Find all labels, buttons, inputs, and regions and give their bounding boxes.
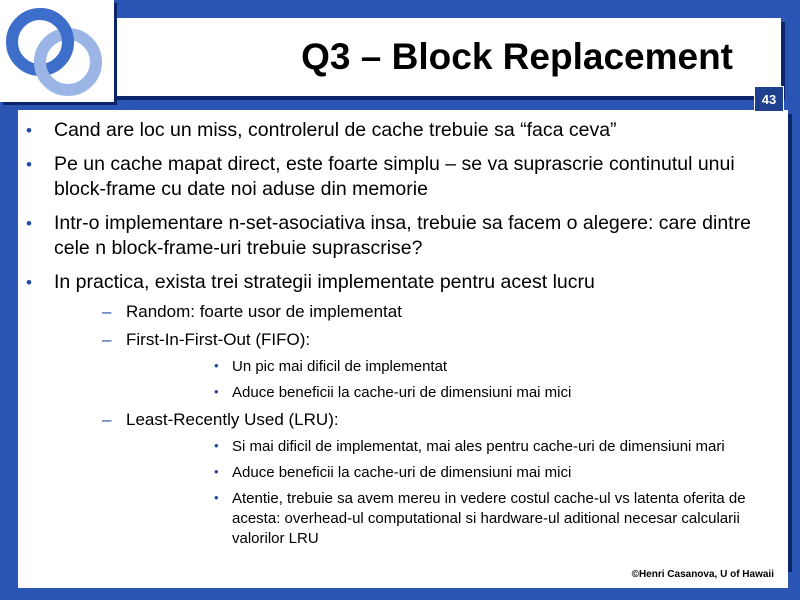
bullet-dot-icon: • xyxy=(214,464,219,479)
bullet-dot-icon: • xyxy=(214,490,219,505)
dash-icon: – xyxy=(102,330,112,349)
sub-item: – First-In-First-Out (FIFO): • Un pic mai dificil de implementat • Aduce beneficii la cache-uri de dimensiuni mai mici xyxy=(54,329,788,403)
credit-text: ©Henri Casanova, U of Hawaii xyxy=(631,569,774,580)
bullet-dot-icon: • xyxy=(26,121,32,140)
bullet-dot-icon: • xyxy=(214,358,219,373)
bullet-dot-icon: • xyxy=(214,384,219,399)
bullet-list xyxy=(18,118,788,549)
bullet-dot-icon: • xyxy=(26,273,32,292)
sub-item: – Random: foarte usor de implementat xyxy=(102,302,402,321)
sub-item: – Least-Recently Used (LRU): • Si mai dificil de implementat, mai ales pentru cache-uri de dimensiuni mari • Aduce beneficii la cache-uri de dimensiuni mai mici • Atentie, trebuie sa avem mereu in vedere costul cache-ul vs latenta oferita de acesta: overhead-ul computational si hardware-ul aditional necesar calcularii valorilor LRU xyxy=(54,409,788,549)
bullet-dot-icon: • xyxy=(26,155,32,174)
dash-icon: – xyxy=(102,302,112,321)
list-item: • In practica, exista trei strategii implementate pentru acest lucru – Random: foarte usor de implementat – First-In-First-Out (FIFO): • Un pic mai dificil de implementat • Aduce beneficii la cache-uri de dimensiuni mai mici – Least-Recently Used (LRU): • Si mai dificil de implementat, mai ales pentru cache-uri de dimensiuni mari • Aduce beneficii la cache-uri de dimensiuni mai mici • Atentie, trebuie sa avem mereu in vedere costul cache-ul vs latenta oferita de acesta: overhead-ul computational si hardware-ul aditional necesar calcularii valorilor LRU xyxy=(18,270,788,549)
content-panel xyxy=(18,110,788,568)
list-item: • Intr-o implementare n-set-asociativa insa, trebuie sa facem o alegere: care dintre cele n block-frame-uri trebuie suprascrise? xyxy=(26,212,751,259)
sub-sub-item: • Aduce beneficii la cache-uri de dimensiuni mai mici xyxy=(214,464,572,481)
logo-icon xyxy=(0,0,114,102)
slide-title: Q3 – Block Replacement xyxy=(301,36,733,77)
bullet-dot-icon: • xyxy=(214,438,219,453)
sub-sub-item: • Si mai dificil de implementat, mai ales pentru cache-uri de dimensiuni mari xyxy=(214,438,725,455)
list-item: • Pe un cache mapat direct, este foarte simplu – se va suprascrie continutul unui block-frame cu date noi aduse din memorie xyxy=(26,153,735,200)
list-item: • Cand are loc un miss, controlerul de cache trebuie sa “faca ceva” xyxy=(26,119,617,141)
dash-icon: – xyxy=(102,410,112,429)
logo-box xyxy=(0,0,114,102)
sub-sub-item: • Atentie, trebuie sa avem mereu in vedere costul cache-ul vs latenta oferita de acesta: overhead-ul computational si hardware-ul aditional necesar calcularii valorilor LRU xyxy=(214,490,746,547)
sub-sub-item: • Un pic mai dificil de implementat xyxy=(214,358,448,375)
bullet-dot-icon: • xyxy=(26,214,32,233)
page-number: 43 xyxy=(754,86,784,112)
sub-sub-item: • Aduce beneficii la cache-uri de dimensiuni mai mici xyxy=(214,384,572,401)
